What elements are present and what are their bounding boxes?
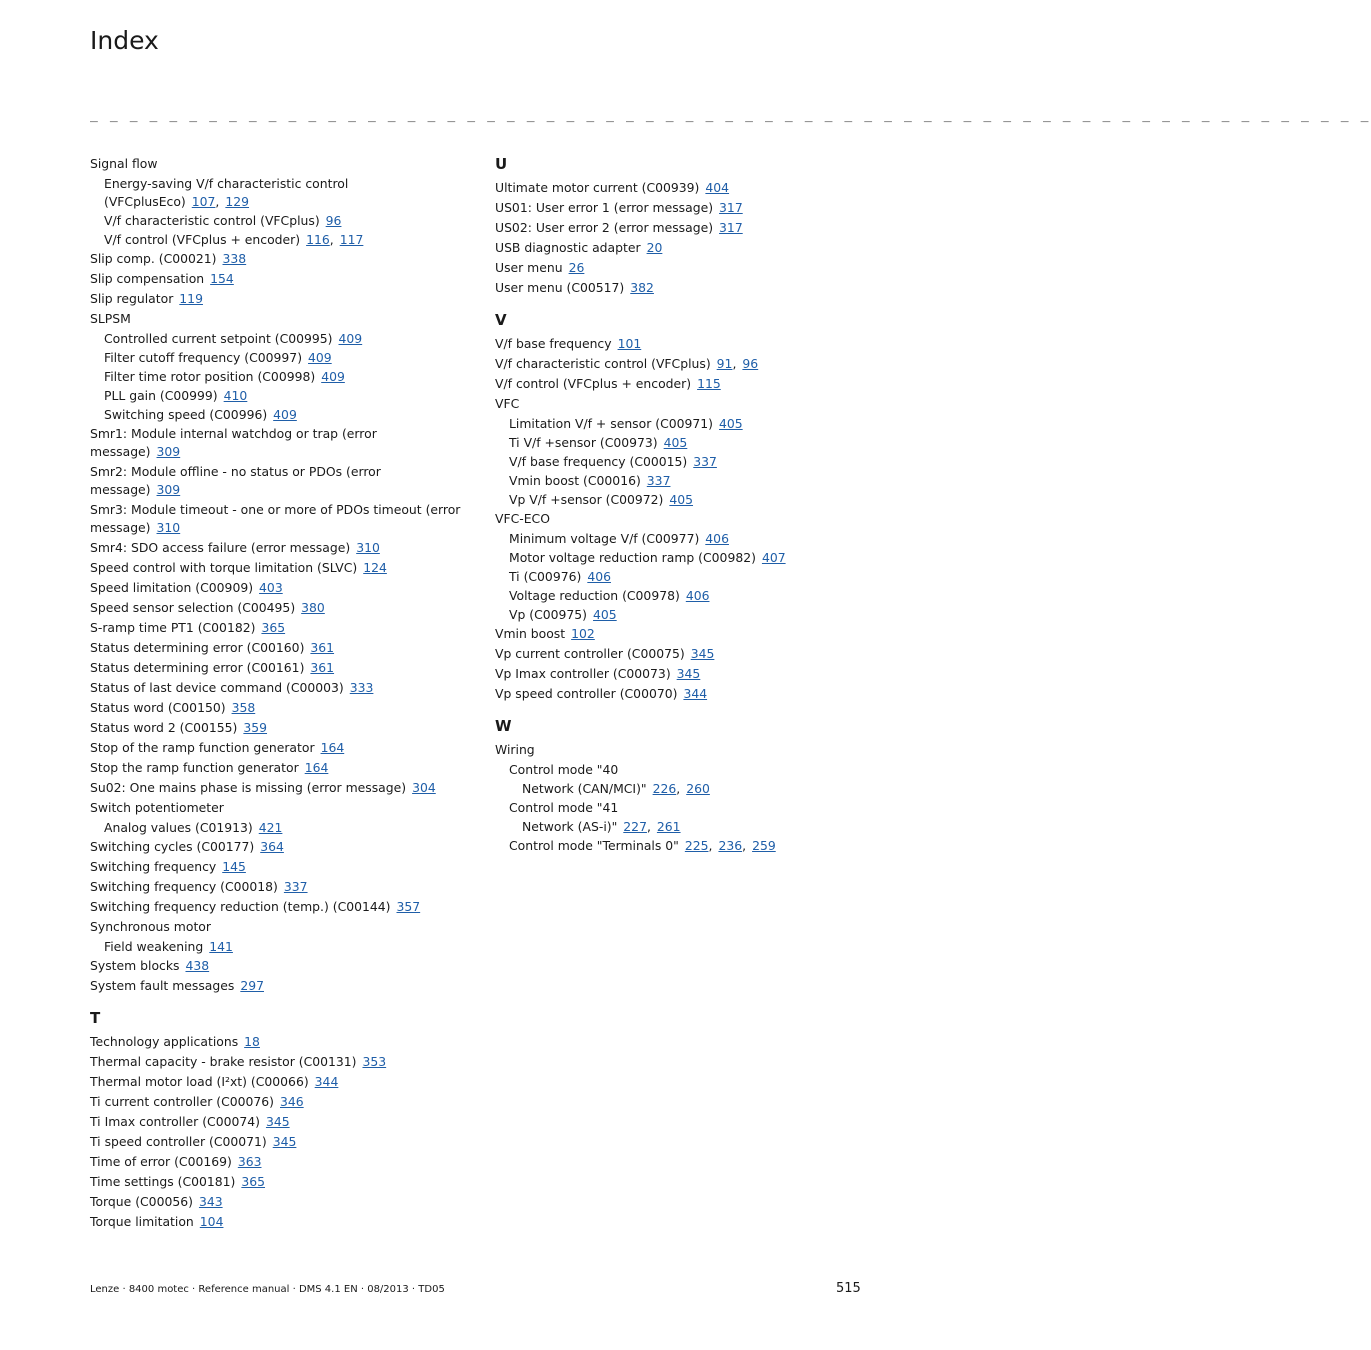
index-entry-label: Slip comp. (C00021) <box>90 251 217 266</box>
page-link[interactable]: 345 <box>265 1114 290 1129</box>
index-entry-label: Stop of the ramp function generator <box>90 740 315 755</box>
index-entry-label: Ti current controller (C00076) <box>90 1094 274 1109</box>
index-entry <box>90 619 470 637</box>
index-entry <box>90 1193 470 1211</box>
index-entry <box>90 501 470 537</box>
footer-document-info: Lenze · 8400 motec · Reference manual · DMS 4.1 EN · 08/2013 · TD05 <box>90 1284 445 1295</box>
index-entry-label: Speed control with torque limitation (SLVC) <box>90 560 358 575</box>
index-entry-label: Analog values (C01913) <box>104 820 253 835</box>
page-link[interactable]: 310 <box>356 540 380 555</box>
index-entry <box>90 368 470 386</box>
index-entry <box>495 355 875 373</box>
index-entry <box>495 645 875 663</box>
page-link[interactable]: 260 <box>686 781 710 796</box>
index-entry-label: V/f control (VFCplus + encoder) <box>104 232 301 247</box>
page-link[interactable]: 26 <box>568 260 585 275</box>
index-entry <box>90 559 470 577</box>
index-entry-label: Status word 2 (C00155) <box>90 720 238 735</box>
index-entry <box>90 719 470 737</box>
index-entry <box>90 878 470 896</box>
page-link[interactable]: 304 <box>412 780 436 795</box>
page-link[interactable]: 337 <box>693 454 717 469</box>
page-link[interactable]: 119 <box>179 291 203 306</box>
index-entry <box>90 819 470 837</box>
index-entry-label: US02: User error 2 (error message) <box>495 220 714 235</box>
index-entry-label: Torque limitation <box>90 1214 194 1229</box>
index-entry <box>90 957 470 975</box>
index-entry-label: Smr1: Module internal watchdog or trap (error message) <box>90 426 377 459</box>
index-entry <box>90 406 470 424</box>
page-link[interactable]: 337 <box>646 473 671 488</box>
page-link[interactable]: 333 <box>349 680 374 695</box>
page-link[interactable]: 345 <box>690 646 715 661</box>
index-entry-label: Su02: One mains phase is missing (error message) <box>90 780 407 795</box>
index-entry <box>90 739 470 757</box>
index-entry <box>495 625 875 643</box>
page-link[interactable]: 102 <box>571 626 595 641</box>
index-entry <box>495 259 875 277</box>
page-link[interactable]: 405 <box>669 492 694 507</box>
index-entry <box>90 918 470 936</box>
page-link[interactable]: 344 <box>683 686 708 701</box>
index-entry <box>495 415 875 433</box>
index-entry <box>495 472 875 490</box>
index-entry <box>495 837 875 855</box>
index-entry <box>495 685 875 703</box>
page-link[interactable]: 409 <box>308 350 332 365</box>
index-entry <box>90 659 470 677</box>
index-entry <box>90 977 470 995</box>
index-entry <box>495 510 875 528</box>
index-entry-label: Torque (C00056) <box>90 1194 193 1209</box>
page-link[interactable]: 317 <box>719 220 743 235</box>
page-link[interactable]: 338 <box>222 251 247 266</box>
index-entry <box>495 780 875 798</box>
index-entry-label: System blocks <box>90 958 180 973</box>
index-entry-label: Control mode "40 <box>509 762 619 777</box>
index-section-letter: U <box>495 155 508 173</box>
index-entry-label: Speed sensor selection (C00495) <box>90 600 296 615</box>
page-link[interactable]: 404 <box>705 180 730 195</box>
page-separator: , <box>708 838 713 853</box>
page-link[interactable]: 261 <box>656 819 681 834</box>
index-entry <box>90 1133 470 1151</box>
page-link[interactable]: 101 <box>617 336 642 351</box>
index-entry-label: Vp Imax controller (C00073) <box>495 666 671 681</box>
index-entry-label: Controlled current setpoint (C00995) <box>104 331 333 346</box>
index-entry <box>90 212 470 230</box>
index-entry-label: Time settings (C00181) <box>90 1174 236 1189</box>
index-entry-label: Slip compensation <box>90 271 205 286</box>
index-entry <box>90 330 470 348</box>
page-link[interactable]: 96 <box>325 213 342 228</box>
index-entry-label: Network (AS-i)" <box>522 819 618 834</box>
index-entry-label: Vp V/f +sensor (C00972) <box>509 492 664 507</box>
index-entry <box>495 741 875 759</box>
page-link[interactable]: 346 <box>280 1094 304 1109</box>
page-link[interactable]: 309 <box>156 444 181 459</box>
page-link[interactable]: 91 <box>716 356 733 371</box>
index-entry <box>90 599 470 617</box>
index-entry-label: Control mode "41 <box>509 800 619 815</box>
index-entry-label: Energy-saving V/f characteristic control (VFCplusEco) <box>104 176 349 209</box>
index-entry-label: Vp current controller (C00075) <box>495 646 685 661</box>
page-link[interactable]: 359 <box>243 720 268 735</box>
index-entry-label: Ultimate motor current (C00939) <box>495 180 700 195</box>
page-link[interactable]: 164 <box>304 760 329 775</box>
index-entry-label: Vp (C00975) <box>509 607 588 622</box>
page-link[interactable]: 405 <box>593 607 617 622</box>
page-link[interactable]: 104 <box>199 1214 224 1229</box>
index-entry <box>495 199 875 217</box>
page-link[interactable]: 236 <box>718 838 743 853</box>
page-link[interactable]: 353 <box>362 1054 387 1069</box>
index-entry <box>495 335 875 353</box>
page-separator: , <box>732 356 737 371</box>
index-entry-label: Smr2: Module offline - no status or PDOs (error message) <box>90 464 381 497</box>
index-entry <box>495 818 875 836</box>
index-entry <box>90 1073 470 1091</box>
index-entry-label: Switch potentiometer <box>90 800 224 815</box>
page-link[interactable]: 410 <box>223 388 248 403</box>
index-entry <box>90 425 470 461</box>
index-entry-label: Field weakening <box>104 939 204 954</box>
index-entry <box>495 219 875 237</box>
index-section-letter: T <box>90 1009 101 1027</box>
index-entry-label: User menu (C00517) <box>495 280 625 295</box>
index-entry <box>90 175 470 211</box>
index-entry <box>90 250 470 268</box>
index-entry <box>90 699 470 717</box>
index-entry <box>90 1173 470 1191</box>
index-entry <box>90 290 470 308</box>
page-link[interactable]: 96 <box>742 356 759 371</box>
index-entry-label: Voltage reduction (C00978) <box>509 588 680 603</box>
page-link[interactable]: 129 <box>225 194 250 209</box>
page-title: Index <box>90 26 159 55</box>
index-entry <box>90 938 470 956</box>
index-entry-label: Vmin boost (C00016) <box>509 473 641 488</box>
page-link[interactable]: 337 <box>283 879 308 894</box>
index-entry-label: Speed limitation (C00909) <box>90 580 254 595</box>
index-entry <box>495 434 875 452</box>
index-entry-label: Filter cutoff frequency (C00997) <box>104 350 303 365</box>
index-entry <box>495 606 875 624</box>
index-entry-label: V/f base frequency (C00015) <box>509 454 688 469</box>
index-entry-label: S-ramp time PT1 (C00182) <box>90 620 256 635</box>
index-entry-label: Switching frequency reduction (temp.) (C00144) <box>90 899 391 914</box>
index-entry-label: Limitation V/f + sensor (C00971) <box>509 416 713 431</box>
index-entry <box>90 231 470 249</box>
index-entry-label: Ti Imax controller (C00074) <box>90 1114 260 1129</box>
page-link[interactable]: 357 <box>396 899 421 914</box>
index-entry <box>90 463 470 499</box>
page-link[interactable]: 18 <box>244 1034 260 1049</box>
page-separator: , <box>742 838 747 853</box>
index-entry-label: Ti speed controller (C00071) <box>90 1134 267 1149</box>
index-entry <box>90 858 470 876</box>
index-entry-label: Status determining error (C00161) <box>90 660 305 675</box>
page-link[interactable]: 164 <box>320 740 345 755</box>
page-link[interactable]: 343 <box>198 1194 223 1209</box>
index-entry <box>90 1113 470 1131</box>
index-entry <box>90 759 470 777</box>
page-link[interactable]: 409 <box>273 407 297 422</box>
page-link[interactable]: 406 <box>705 531 729 546</box>
index-section-letter: W <box>495 717 512 735</box>
index-entry <box>495 530 875 548</box>
index-entry <box>495 239 875 257</box>
page-link[interactable]: 409 <box>321 369 345 384</box>
header-dashed-rule: _ _ _ _ _ _ _ _ _ _ _ _ _ _ _ _ _ _ _ _ _ _ _ _ _ _ _ _ _ _ _ _ _ _ _ _ _ _ _ _ _ _ _ _ _ _ _ _ _ _ _ _ _ _ _ _ _ _ _ _ _ _ _ _ _ <box>90 108 1371 123</box>
index-entry-label: Switching speed (C00996) <box>104 407 268 422</box>
index-entry <box>90 799 470 817</box>
index-entry <box>495 491 875 509</box>
index-entry-label: Minimum voltage V/f (C00977) <box>509 531 700 546</box>
index-entry-label: Control mode "Terminals 0" <box>509 838 679 853</box>
index-entry <box>90 1153 470 1171</box>
index-entry-label: Network (CAN/MCI)" <box>522 781 647 796</box>
index-entry <box>495 453 875 471</box>
index-entry-label: SLPSM <box>90 311 131 326</box>
index-entry <box>90 579 470 597</box>
index-entry-label: Status of last device command (C00003) <box>90 680 344 695</box>
page-link[interactable]: 107 <box>191 194 216 209</box>
index-entry-label: Vmin boost <box>495 626 566 641</box>
page-link[interactable]: 361 <box>310 640 335 655</box>
page-link[interactable]: 344 <box>314 1074 339 1089</box>
page-link[interactable]: 403 <box>259 580 283 595</box>
index-entry <box>495 279 875 297</box>
index-entry-label: USB diagnostic adapter <box>495 240 641 255</box>
page-link[interactable]: 380 <box>301 600 325 615</box>
index-entry <box>90 349 470 367</box>
page-link[interactable]: 116 <box>306 232 330 247</box>
index-entry-label: Filter time rotor position (C00998) <box>104 369 316 384</box>
page-link[interactable]: 364 <box>260 839 284 854</box>
index-entry-label: V/f characteristic control (VFCplus) <box>495 356 711 371</box>
index-entry <box>90 310 470 328</box>
page-separator: , <box>646 819 651 834</box>
index-entry-label: Status determining error (C00160) <box>90 640 305 655</box>
page-link[interactable]: 365 <box>261 620 286 635</box>
page-link[interactable]: 297 <box>240 978 264 993</box>
page-link[interactable]: 309 <box>156 482 181 497</box>
index-entry <box>495 549 875 567</box>
index-entry-label: User menu <box>495 260 563 275</box>
index-entry <box>90 1033 470 1051</box>
page-link[interactable]: 226 <box>652 781 677 796</box>
index-entry <box>495 587 875 605</box>
index-entry-label: Ti V/f +sensor (C00973) <box>509 435 658 450</box>
index-entry <box>495 568 875 586</box>
index-entry <box>90 155 470 173</box>
index-entry-label: Ti (C00976) <box>509 569 582 584</box>
index-entry-label: Signal flow <box>90 156 158 171</box>
index-entry-label: V/f characteristic control (VFCplus) <box>104 213 320 228</box>
index-entry-label: Thermal motor load (I²xt) (C00066) <box>90 1074 309 1089</box>
page-link[interactable]: 363 <box>237 1154 262 1169</box>
index-entry <box>495 179 875 197</box>
index-column-right <box>495 155 875 856</box>
index-entry-label: US01: User error 1 (error message) <box>495 200 714 215</box>
page-link[interactable]: 20 <box>646 240 663 255</box>
index-entry <box>90 387 470 405</box>
index-entry <box>495 799 875 817</box>
index-column-left <box>90 155 470 1233</box>
page-link[interactable]: 406 <box>685 588 710 603</box>
index-entry <box>90 1093 470 1111</box>
index-entry <box>90 639 470 657</box>
page-link[interactable]: 124 <box>363 560 387 575</box>
index-entry <box>90 270 470 288</box>
page-link[interactable]: 405 <box>719 416 743 431</box>
page-link[interactable]: 317 <box>719 200 743 215</box>
page-link[interactable]: 361 <box>310 660 335 675</box>
index-entry <box>90 838 470 856</box>
page-link[interactable]: 225 <box>684 838 709 853</box>
page-link[interactable]: 115 <box>697 376 721 391</box>
page-link[interactable]: 409 <box>338 331 363 346</box>
page-link[interactable]: 227 <box>623 819 647 834</box>
index-entry-label: Switching frequency <box>90 859 217 874</box>
index-entry-label: V/f control (VFCplus + encoder) <box>495 376 692 391</box>
index-section-letter: V <box>495 311 507 329</box>
index-entry-label: VFC-ECO <box>495 511 550 526</box>
index-entry-label: Time of error (C00169) <box>90 1154 232 1169</box>
page-separator: , <box>676 781 681 796</box>
index-entry-label: Wiring <box>495 742 535 757</box>
page-link[interactable]: 345 <box>272 1134 297 1149</box>
page-link[interactable]: 145 <box>222 859 246 874</box>
index-entry-label: Thermal capacity - brake resistor (C00131) <box>90 1054 357 1069</box>
page-link[interactable]: 345 <box>676 666 701 681</box>
index-entry-label: Smr4: SDO access failure (error message) <box>90 540 351 555</box>
page-link[interactable]: 421 <box>258 820 283 835</box>
page-link[interactable]: 407 <box>761 550 786 565</box>
index-entry <box>90 1213 470 1231</box>
index-entry <box>495 375 875 393</box>
page-separator: , <box>329 232 334 247</box>
page-link[interactable]: 154 <box>210 271 234 286</box>
index-entry-label: Smr3: Module timeout - one or more of PDOs timeout (error message) <box>90 502 461 535</box>
index-entry-label: Motor voltage reduction ramp (C00982) <box>509 550 756 565</box>
page-link[interactable]: 365 <box>241 1174 266 1189</box>
index-entry <box>90 679 470 697</box>
page-link[interactable]: 405 <box>663 435 688 450</box>
index-entry-label: Synchronous motor <box>90 919 211 934</box>
index-entry-label: Vp speed controller (C00070) <box>495 686 678 701</box>
page-link[interactable]: 406 <box>587 569 611 584</box>
index-entry-label: Technology applications <box>90 1034 239 1049</box>
page-number: 515 <box>836 1281 861 1296</box>
index-entry-label: Switching cycles (C00177) <box>90 839 255 854</box>
page-link[interactable]: 259 <box>752 838 776 853</box>
index-entry-label: V/f base frequency <box>495 336 612 351</box>
index-entry-label: PLL gain (C00999) <box>104 388 218 403</box>
index-entry <box>495 665 875 683</box>
index-entry <box>495 395 875 413</box>
index-entry <box>90 898 470 916</box>
page-link[interactable]: 310 <box>156 520 181 535</box>
page-link[interactable]: 382 <box>630 280 654 295</box>
page-link[interactable]: 141 <box>209 939 233 954</box>
index-entry-label: Stop the ramp function generator <box>90 760 299 775</box>
index-entry <box>90 779 470 797</box>
index-entry-label: Status word (C00150) <box>90 700 226 715</box>
index-entry <box>90 539 470 557</box>
index-entry-label: VFC <box>495 396 520 411</box>
index-entry-label: Switching frequency (C00018) <box>90 879 278 894</box>
page-separator: , <box>215 194 220 209</box>
page-link[interactable]: 358 <box>231 700 256 715</box>
index-entry-label: System fault messages <box>90 978 235 993</box>
page-link[interactable]: 117 <box>339 232 364 247</box>
index-entry <box>90 1053 470 1071</box>
index-entry-label: Slip regulator <box>90 291 174 306</box>
index-entry <box>495 761 875 779</box>
page-link[interactable]: 438 <box>185 958 210 973</box>
